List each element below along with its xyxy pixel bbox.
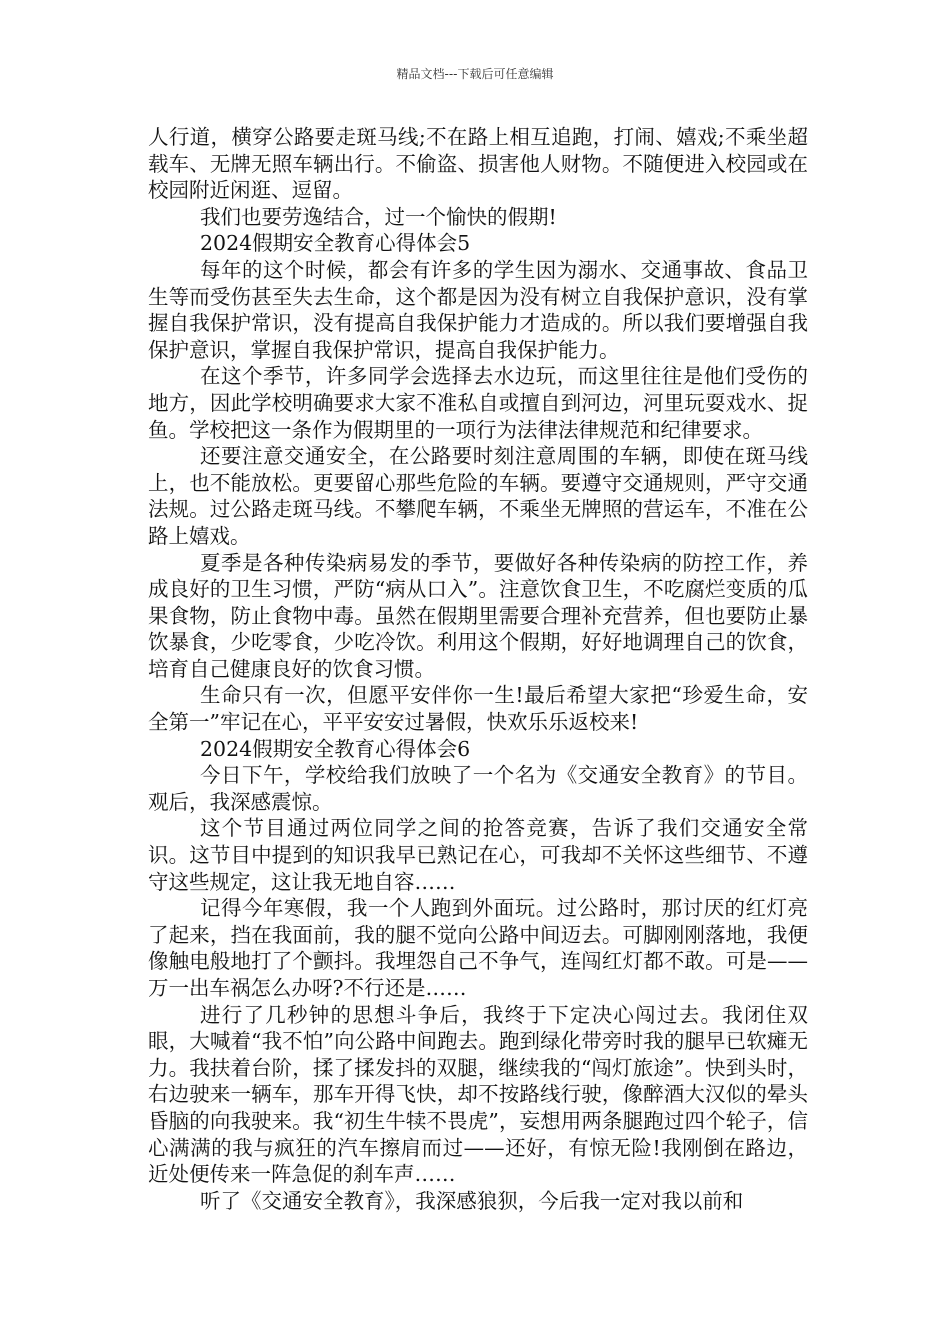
document-body: [148, 124, 808, 1214]
paragraph: 夏季是各种传染病易发的季节，要做好各种传染病的防控工作，养成良好的卫生习惯，严防“病从口入”。注意饮食卫生，不吃腐烂变质的瓜果食物，防止食物中毒。虽然在假期里需要合理补充营养，但也要防止暴饮暴食，少吃零食，少吃冷饮。利用这个假期，好好地调理自己的饮食，培育自己健康良好的饮食习惯。: [148, 550, 808, 681]
section-heading: 2024假期安全教育心得体会6: [200, 736, 471, 761]
paragraph: 记得今年寒假，我一个人跑到外面玩。过公路时，那讨厌的红灯亮了起来，挡在我面前，我的腿不觉向公路中间迈去。可脚刚刚落地，我便像触电般地打了个颤抖。我埋怨自己不争气，连闯红灯都不敢。可是——万一出车祸怎么办呀?不行还是……: [148, 896, 808, 1000]
paragraph: 听了《交通安全教育》，我深感狼狈，今后我一定对我以前和: [200, 1188, 744, 1213]
page-header-note: 精品文档---下载后可任意编辑: [396, 67, 554, 81]
paragraph: 进行了几秒钟的思想斗争后，我终于下定决心闯过去。我闭住双眼，大喊着“我不怕”向公路中间跑去。跑到绿化带旁时我的腿早已软瘫无力。我扶着台阶，揉了揉发抖的双腿，继续我的“闯灯旅途”。快到头时，右边驶来一辆车，那车开得飞快，却不按路线行驶，像醉酒大汉似的晕头昏脑的向我驶来。我“初生牛犊不畏虎”，妄想用两条腿跑过四个轮子，信心满满的我与疯狂的汽车擦肩而过——还好，有惊无险!我刚倒在路边，近处便传来一阵急促的刹车声……: [148, 1002, 808, 1187]
paragraph: 我们也要劳逸结合，过一个愉快的假期!: [200, 204, 557, 229]
paragraph: 这个节目通过两位同学之间的抢答竞赛，告诉了我们交通安全常识。这节目中提到的知识我早已熟记在心，可我却不关怀这些细节、不遵守这些规定，这让我无地自容……: [148, 816, 808, 894]
paragraph: 还要注意交通安全，在公路要时刻注意周围的车辆，即使在斑马线上，也不能放松。更要留心那些危险的车辆。要遵守交通规则，严守交通法规。过公路走斑马线。不攀爬车辆，不乘坐无牌照的营运车，不准在公路上嬉戏。: [148, 444, 808, 548]
paragraph: 每年的这个时候，都会有许多的学生因为溺水、交通事故、食品卫生等而受伤甚至失去生命，这个都是因为没有树立自我保护意识，没有掌握自我保护常识，没有提高自我保护能力才造成的。所以我们要增强自我保护意识，掌握自我保护常识，提高自我保护能力。: [148, 257, 808, 362]
paragraph: 今日下午，学校给我们放映了一个名为《交通安全教育》的节目。观后，我深感震惊。: [148, 763, 808, 814]
paragraph: 在这个季节，许多同学会选择去水边玩，而这里往往是他们受伤的地方，因此学校明确要求大家不准私自或擅自到河边，河里玩耍戏水、捉鱼。学校把这一条作为假期里的一项行为法律法律规范和纪律要求。: [148, 364, 808, 442]
paragraph: 人行道，横穿公路要走斑马线;不在路上相互追跑，打闹、嬉戏;不乘坐超载车、无牌无照车辆出行。不偷盗、损害他人财物。不随便进入校园或在校园附近闲逛、逗留。: [148, 125, 808, 203]
paragraph: 生命只有一次，但愿平安伴你一生!最后希望大家把“珍爱生命，安全第一”牢记在心，平平安安过暑假，快欢乐乐返校来!: [148, 683, 808, 735]
section-heading: 2024假期安全教育心得体会5: [200, 231, 471, 256]
